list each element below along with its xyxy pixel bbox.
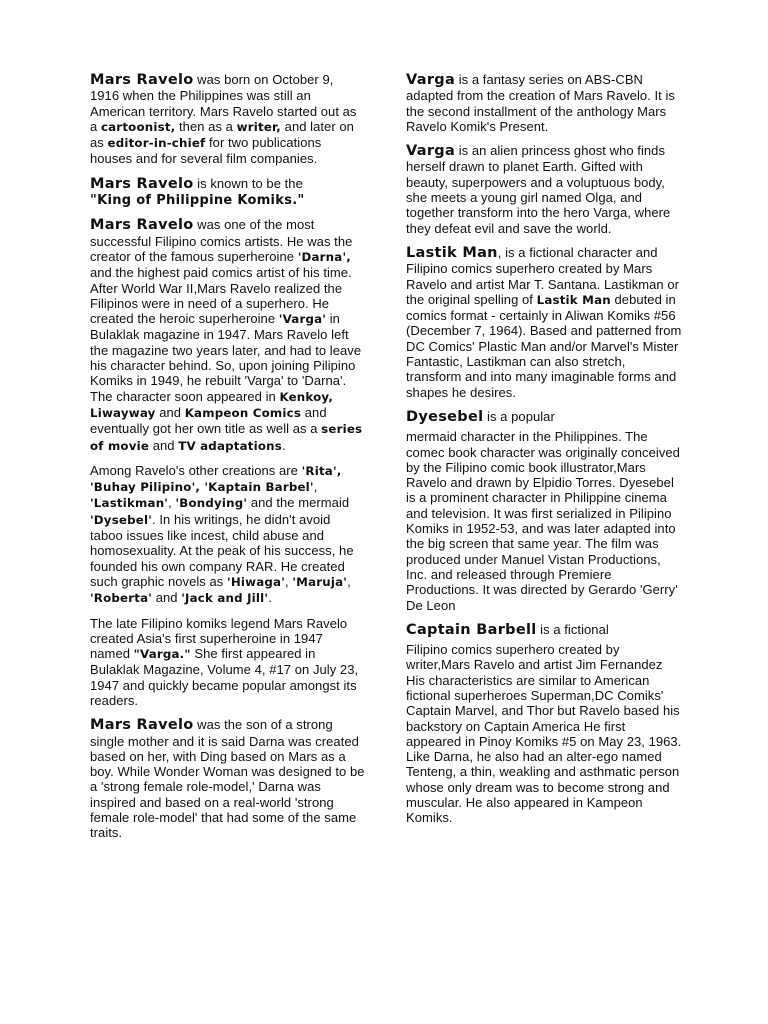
paragraph-creations: Among Ravelo's other creations are 'Rita', 'Buhay Pilipino', 'Kaptain Barbel', 'Lastikman', 'Bondying' and the mermaid 'Dysebel'. In his writings, he didn't avoid taboo issues like incest, child abuse and homosexuality. At the peak of his success, he founded his own company RAR. He created such graphic novels as 'Hiwaga', 'Maruja', 'Roberta' and 'Jack and Jill'. [90,462,354,606]
bold-term: Kampeon Comics [184,405,302,420]
paragraph-lastik-man: Lastik Man, is a fictional character and Filipino comics superhero created by Mars Ravelo and artist Mar T. Santana. Lastikman or the original spelling of Lastik Man debuted in comics format - certainly in Aliwan Komiks #56 (December 7, 1964). Based and patterned from DC Comics' Plastic Man and/or Marvel's Mister Fantastic, Lastikman can also stretch, transform and into many imaginable forms and shapes he desires. [406,244,682,400]
bold-term: 'Bondying' [175,496,248,511]
bold-term: 'Rita', 'Buhay Pilipino', 'Kaptain Barbel' [90,463,342,495]
paragraph-captain-barbell: Captain Barbell is a fictional Filipino comics superhero created by writer,Mars Ravelo and artist Jim Fernandez His characteristics are similar to American fictional superheroes Superman,DC Comiks' Captain Marvel, and Thor but Ravelo based his backstory on Captain America He first appeared in Pinoy Komiks #5 on May 23, 1963. Like Darna, he also had an alter-ego named Tenteng, a thin, weakling and asthmatic person whose only dream was to become strong and muscular. He also appeared in Kampeon Komiks. [406,621,682,826]
bold-term: editor-in-chief [107,136,206,151]
bold-term: cartoonist, [100,119,176,134]
paragraph-first-superheroine: The late Filipino komiks legend Mars Ravelo created Asia's first superheroine in 1947 named "Varga." She first appeared in Bulaklak Magazine, Volume 4, #17 on July 23, 1947 and quickly became popular amongst its readers. [90,615,359,708]
lead-name: Varga [406,72,456,88]
bold-term: 'Maruja' [292,574,348,589]
paragraph-birth: Mars Ravelo was born on October 9, 1916 when the Philippines was still an American territory. Mars Ravelo started out as a cartoonist, then as a writer, and later on as editor-in-chief for two publications houses and for several film companies. [90,72,357,167]
lead-name: Mars Ravelo [90,72,194,88]
bold-term: Lastik Man [536,292,611,307]
bold-term: TV adaptations [178,438,282,453]
bold-term: 'Jack and Jill' [181,591,269,606]
bold-term: series of movie [90,422,363,453]
bold-term: 'Roberta' [90,591,153,606]
bold-term: 'Varga' [278,312,327,327]
right-column [406,72,682,835]
bold-term: 'Hiwaga' [227,574,286,589]
lead-name: Captain Barbell [406,621,537,638]
lead-name: Mars Ravelo [90,175,194,192]
paragraph-varga-princess: Varga is an alien princess ghost who finds herself drawn to planet Earth. Gifted with beauty, superpowers and a voluptuous body, she meets a young girl named Olga, and together transform into the hero Varga, where they defeat evil and save the world. [406,143,671,236]
bold-term: Kenkoy, Liwayway [90,389,334,420]
paragraph-king: Mars Ravelo is known to be the "King of Philippine Komiks." [90,175,305,209]
left-column [90,72,366,850]
bold-term: 'Dysebel' [90,512,153,527]
paragraph-dyesebel: Dyesebel is a popular mermaid character in the Philippines. The comec book character was originally conceived by the Filipino comic book illustrator,Mars Ravelo and drawn by Elpidio Torres. Dyesebel is a prominent character in Philippine cinema and television. It was first serialized in Pilipino Komiks in 1952-53, and was later adapted into the big screen that same year. The film was produced under Manuel Vistan Productions, Inc. and released through Premiere Productions. It was directed by Gerardo 'Gerry' De Leon [406,408,680,613]
paragraph-varga-series: Varga is a fantasy series on ABS-CBN adapted from the creation of Mars Ravelo. It is the second installment of the anthology Mars Ravelo Komik's Present. [406,72,675,134]
paragraph-mother: Mars Ravelo was the son of a strong single mother and it is said Darna was created based on her, with Ding based on Mars as a boy. While Wonder Woman was designed to be a 'strong female role-model,' Darna was inspired and based on a real-world 'strong female role-model' that had some of the same traits. [90,717,365,841]
lead-name: Mars Ravelo [90,217,194,234]
bold-term: writer, [236,119,281,134]
lead-name: Mars Ravelo [90,717,194,734]
lead-name: Dyesebel [406,408,484,425]
lead-name: Varga [406,143,456,160]
bold-term: 'Lastikman' [90,496,169,511]
bold-term: 'Darna', [297,249,351,264]
bold-term: "King of Philippine Komiks." [90,193,305,209]
bold-term: "Varga." [133,647,191,662]
lead-name: Lastik Man [406,244,498,261]
paragraph-career: Mars Ravelo was one of the most successful Filipino comics artists. He was the creator of the famous superheroine 'Darna', and the highest paid comics artist of his time. After World War II,Mars Ravelo realized the Filipinos were in need of a superhero. He created the heroic superheroine 'Varga' in Bulaklak magazine in 1947. Mars Ravelo left the magazine two years later, and had to leave his character behind. So, upon joining Pilipino Komiks in 1949, he rebuilt 'Varga' to 'Darna'. The character soon appeared in Kenkoy, Liwayway and Kampeon Comics and eventually got her own title as well as a series of movie and TV adaptations. [90,217,363,453]
